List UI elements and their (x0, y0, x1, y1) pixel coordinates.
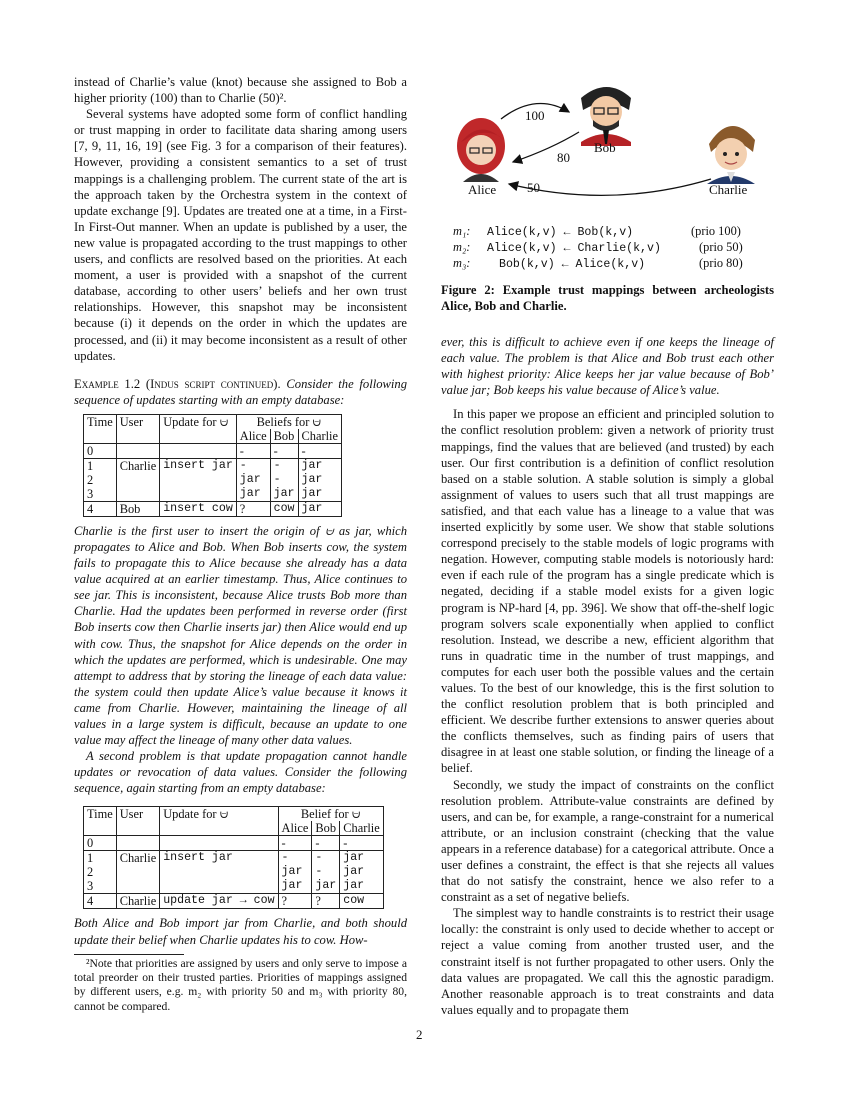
table-row (84, 443, 342, 458)
table-cell: insert jar (160, 851, 278, 866)
paragraph: Several systems have adopted some form of conflict handling or trust mapping in order to facilitate data sharing among users [7, 9, 11, 16, 19] (see Fig. 3 for a comparison of their features). However, providing a consistent semantics to a set of trust mappings is a challenging problem. The current state of the art is the approach taken by the Orchestra system in the context of update exchange [9]. Updates are treated one at a time, in a First-In First-Out manner. When an update is published by a user, the new value is propagated according to the trust mappings to other users, and conflicts are resolved based on the priorities. At each moment, a user is provided with a snapshot of the current database, according to other users’ beliefs and her own trust relationships. However, this snapshot may be inconsistent because (i) it depends on the order in which the updates are processed, and (ii) it may become inconsistent as a result of other updates. (74, 107, 407, 363)
table-cell: cow (270, 501, 298, 516)
table-cell: - (270, 443, 298, 458)
edge-label-50: 50 (527, 180, 540, 195)
table-cell: ? (312, 894, 340, 909)
table-cell: 0 (84, 443, 117, 458)
table-cell: 3 (84, 879, 117, 894)
table-cell: insert cow (160, 501, 237, 516)
table-subheader: Bob (312, 821, 340, 836)
table-cell: jar (298, 501, 341, 516)
table-header: Update for ⩁ (160, 414, 237, 429)
table-header: Update for ⩁ (160, 807, 278, 822)
table-cell: 1 (84, 458, 117, 473)
table-cell (116, 473, 159, 487)
figure-caption: Figure 2: Example trust mappings between archeologists Alice, Bob and Charlie. (441, 283, 774, 313)
table-cell: 2 (84, 473, 117, 487)
table-cell: - (340, 836, 383, 851)
table-cell: jar (278, 865, 312, 879)
table-cell (116, 879, 159, 894)
table-cell: - (278, 836, 312, 851)
table-cell: jar (298, 458, 341, 473)
paragraph: The simplest way to handle constraints is to restrict their usage locally: the constraint is only used to decide whether to accept or reject a value coming from another trusted user, and the constraint itself is not further propagated to other users. Only the data values are propagated. We call this the agnostic paradigm. Another reasonable approach is to treat constraints and data values equally and to propagate them (441, 906, 774, 1017)
table-header: Belief for ⩁ (278, 807, 383, 822)
mapping-id: m₂: (453, 240, 471, 254)
mapping-id: m₃: (453, 256, 471, 270)
mapping-rule: Bob(k,v) ← Alice(k,v) (499, 258, 646, 271)
table-cell (160, 879, 278, 894)
edge-label-100: 100 (525, 108, 545, 123)
example-intro (74, 376, 407, 408)
paragraph: instead of Charlie’s value (knot) because she assigned to Bob a higher priority (100) than to Charlie (50)². (74, 75, 407, 106)
table-cell: - (236, 443, 270, 458)
table-cell: Charlie (116, 458, 159, 473)
table-cell: Charlie (116, 894, 159, 909)
table-cell: jar (236, 473, 270, 487)
mapping-rule: Alice(k,v) ← Bob(k,v) (487, 226, 634, 239)
footnote: ²Note that priorities are assigned by users and only serve to impose a total preorder on their trusted parties. Priorities of mappings assigned by different users, e.g. m₂ with priority 50 and m₃ with priority 80, cannot be compared. (74, 956, 407, 1013)
table-cell: jar (278, 879, 312, 894)
table-cell: ? (236, 501, 270, 516)
bob-label: Bob (594, 140, 616, 155)
table-row (84, 865, 384, 879)
table-row (84, 836, 384, 851)
table-cell: - (270, 473, 298, 487)
mapping-prio: (prio 50) (699, 240, 743, 254)
table-subheader: Charlie (340, 821, 383, 836)
table-cell: - (298, 443, 341, 458)
bob-avatar (581, 87, 631, 146)
charlie-avatar (707, 126, 755, 184)
table-cell (160, 473, 237, 487)
table-cell: 2 (84, 865, 117, 879)
mapping-id: m₁: (453, 224, 471, 238)
page-number: 2 (416, 1027, 423, 1042)
paragraph: ever, this is difficult to achieve even if one keeps the lineage of each value. The problem is that Alice and Bob trust each other with highest priority: Alice keeps her jar value because of Bob’ value jar; Bob keeps his value because of Alice’s value. (441, 335, 774, 398)
table-row (84, 501, 342, 516)
left-column (74, 74, 407, 1014)
table-header: Time (84, 414, 117, 429)
table-cell: jar (340, 879, 383, 894)
table-subheader: Alice (236, 429, 270, 444)
table-cell: Bob (116, 501, 159, 516)
table-cell (116, 865, 159, 879)
mapping-m1 (453, 224, 773, 239)
table-cell: jar (298, 473, 341, 487)
table-subheader: Bob (270, 429, 298, 444)
table-cell: jar (298, 487, 341, 502)
updates-table-1 (83, 414, 342, 517)
example-heading: Example 1.2 (Indus script continued). (74, 376, 281, 391)
table-cell (160, 865, 278, 879)
table-cell (116, 487, 159, 502)
charlie-label: Charlie (709, 182, 748, 197)
table-header: Time (84, 807, 117, 822)
table-cell (160, 836, 278, 851)
mapping-rule: Alice(k,v) ← Charlie(k,v) (487, 242, 661, 255)
table-cell: 3 (84, 487, 117, 502)
table-header: User (116, 414, 159, 429)
table-row (84, 851, 384, 866)
table-cell: update jar → cow (160, 894, 278, 909)
table-cell: insert jar (160, 458, 237, 473)
table-cell: - (278, 851, 312, 866)
table-cell: jar (312, 879, 340, 894)
table-header: User (116, 807, 159, 822)
table-cell: - (312, 836, 340, 851)
updates-table-2 (83, 806, 384, 909)
table-cell: jar (270, 487, 298, 502)
alice-avatar (457, 118, 505, 182)
paragraph: A second problem is that update propagation cannot handle updates or revocation of data values. Consider the following sequence, again starting from an empty database: (74, 749, 407, 796)
table-cell: 0 (84, 836, 117, 851)
table-row (84, 879, 384, 894)
table-cell: jar (340, 865, 383, 879)
table-cell: - (236, 458, 270, 473)
table-cell: cow (340, 894, 383, 909)
table-cell: 4 (84, 501, 117, 516)
example-text: Consider the following sequence of updates starting with an empty database: (74, 376, 407, 407)
table-cell: jar (236, 487, 270, 502)
table-cell: jar (340, 851, 383, 866)
mapping-prio: (prio 80) (699, 256, 743, 270)
table-cell: 1 (84, 851, 117, 866)
table-subheader: Alice (278, 821, 312, 836)
table-cell (160, 487, 237, 502)
table-row (84, 473, 342, 487)
paragraph: Charlie is the first user to insert the origin of ⩁ as jar, which propagates to Alice and Bob. When Bob inserts cow, the system fails to propagate this to Alice because she already has a data value acquired at an earlier timestamp. Thus, Alice continues to see jar. This is inconsistent, because Alice trusts Bob more than Charlie. Had the updates been performed in reverse order (first Bob inserts cow then Charlie inserts jar) then Alice would end up with cow. Thus, the snapshot for Alice depends on the order in which the updates are performed, which is undesirable. One may attempt to address that by storing the lineage of each data value: the system could then update Alice’s value because it knows it came from Charlie. However, maintaining the lineage of all values in a large system is difficult, because an update to one value may affect the lineage of many other data values. (74, 523, 407, 748)
table-row (84, 487, 342, 502)
table-cell: - (312, 851, 340, 866)
table-cell (116, 836, 159, 851)
table-cell (160, 443, 237, 458)
table-header: Beliefs for ⩁ (236, 414, 341, 429)
mapping-m2 (453, 240, 773, 255)
edge-label-80: 80 (557, 150, 570, 165)
table-cell (116, 443, 159, 458)
table-row (84, 458, 342, 473)
table-cell: - (312, 865, 340, 879)
table-cell: 4 (84, 894, 117, 909)
table-cell: Charlie (116, 851, 159, 866)
alice-label: Alice (468, 182, 497, 197)
footnote-rule (74, 954, 184, 955)
table-cell: ? (278, 894, 312, 909)
table-subheader: Charlie (298, 429, 341, 444)
paragraph: In this paper we propose an efficient and principled solution to the conflict resolution problem: given a network of priority trust mappings, find the values that are believed (and trusted) by each user. Our first contribution is a definition of conflict resolution based on a stable solution. A stable solution is simply a global assignment of values to users such that all trust mappings are satisfied, and that each value has a lineage to a value that was inserted explicitly by some user. We show that stable solutions correspond precisely to the stable models of logic programs with negation. However, computing stable models is notoriously hard: even if each rule of the program has a single predicate which is negated, deciding if a stable model exists for a given logic program is NP-hard [4, pp. 396]. We show that off-the-shelf logic program solvers scale exponentially when applied to conflict resolution. Instead, we describe a new, efficient algorithm that runs in quadratic time in the number of trust mappings, and computes for each user both the possible values and the certain values. To the best of our knowledge, this is the first solution to the conflict resolution problem that is both principled and efficient. We describe further extensions to answer queries about the conflicts themselves, such as finding pairs of users that disagree in at least one stable solution, or finding the lineage of a belief. (441, 407, 774, 776)
paragraph: Secondly, we study the impact of constraints on the conflict resolution problem. Attribute-value constraints are defined by users, and can be, for example, a range-constraint for a numerical attribute, or an inclusion constraint (checking that the value appears in a reference database) for a categorical attribute. Once a user defines a constraint, the effect is that she rejects all values that do not satisfy the constraint, hence we also refer to a constraint as a set of negative beliefs. (441, 777, 774, 905)
paragraph: Both Alice and Bob import jar from Charlie, and both should update their belief when Charlie updates his to cow. How- (74, 916, 407, 947)
right-column (441, 334, 774, 1018)
table-row (84, 894, 384, 909)
figure-2 (441, 74, 776, 334)
table-cell: - (270, 458, 298, 473)
mapping-m3 (453, 256, 773, 271)
mapping-prio: (prio 100) (691, 224, 741, 238)
